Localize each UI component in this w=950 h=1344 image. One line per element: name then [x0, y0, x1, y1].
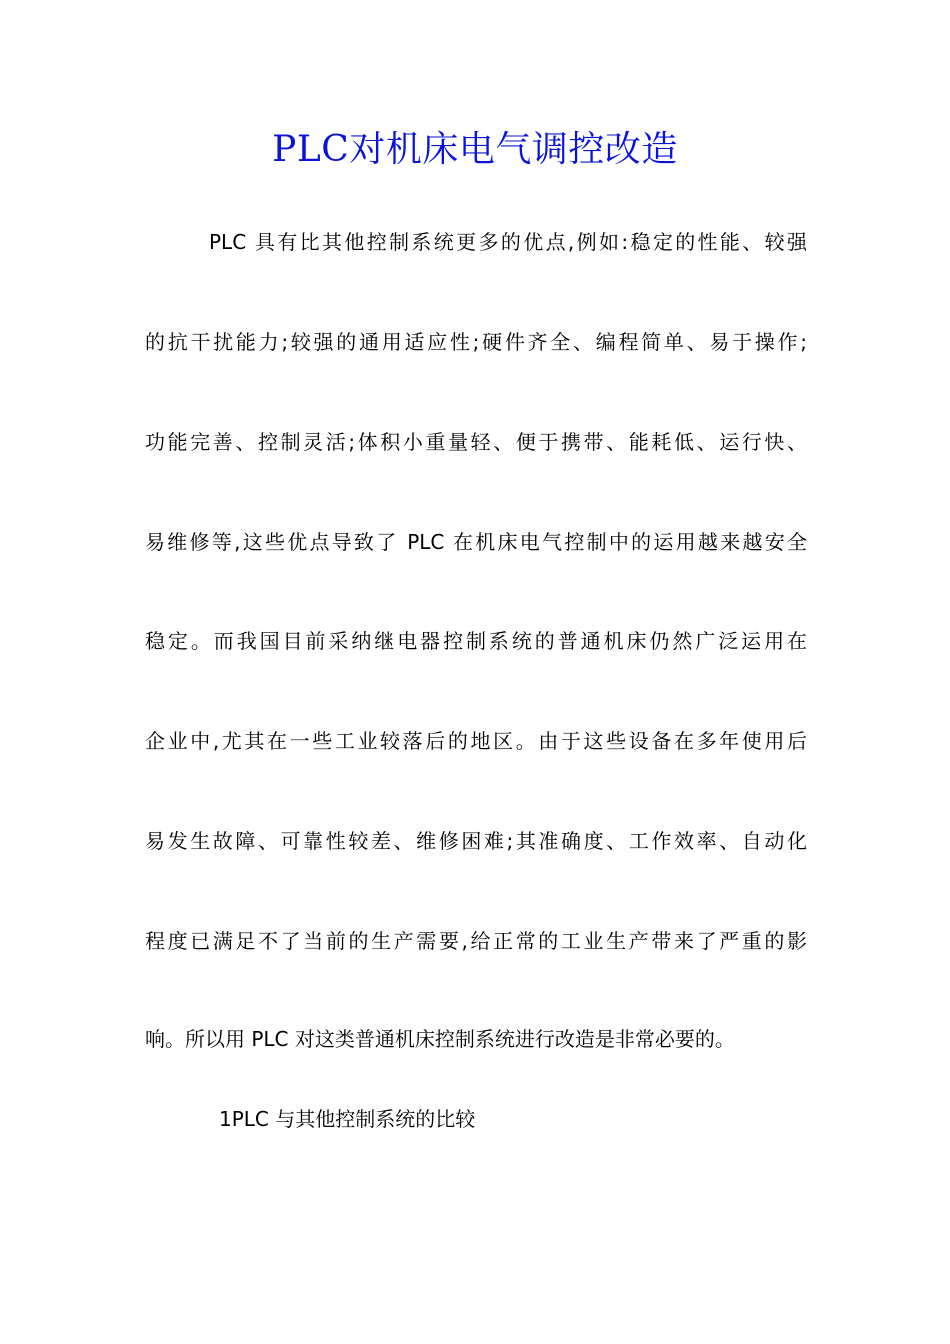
paragraph-line-5: 稳定。而我国目前采纳继电器控制系统的普通机床仍然广泛运用在	[145, 629, 807, 653]
paragraph-line-6: 企业中,尤其在一些工业较落后的地区。由于这些设备在多年使用后	[145, 729, 807, 753]
paragraph-line-7: 易发生故障、可靠性较差、维修困难;其准确度、工作效率、自动化	[145, 829, 807, 853]
paragraph-line-2: 的抗干扰能力;较强的通用适应性;硬件齐全、编程简单、易于操作;	[145, 330, 807, 354]
paragraph-line-9: 响。所以用 PLC 对这类普通机床控制系统进行改造是非常必要的。	[145, 1027, 735, 1051]
paragraph-line-3: 功能完善、控制灵活;体积小重量轻、便于携带、能耗低、运行快、	[145, 430, 807, 454]
paragraph-line-1: PLC 具有比其他控制系统更多的优点,例如:稳定的性能、较强	[209, 230, 807, 254]
paragraph-line-8: 程度已满足不了当前的生产需要,给正常的工业生产带来了严重的影	[145, 929, 807, 953]
paragraph-line-4: 易维修等,这些优点导致了 PLC 在机床电气控制中的运用越来越安全	[145, 530, 807, 554]
document-title: PLC对机床电气调控改造	[272, 129, 678, 170]
section-heading: 1PLC 与其他控制系统的比较	[219, 1107, 476, 1131]
